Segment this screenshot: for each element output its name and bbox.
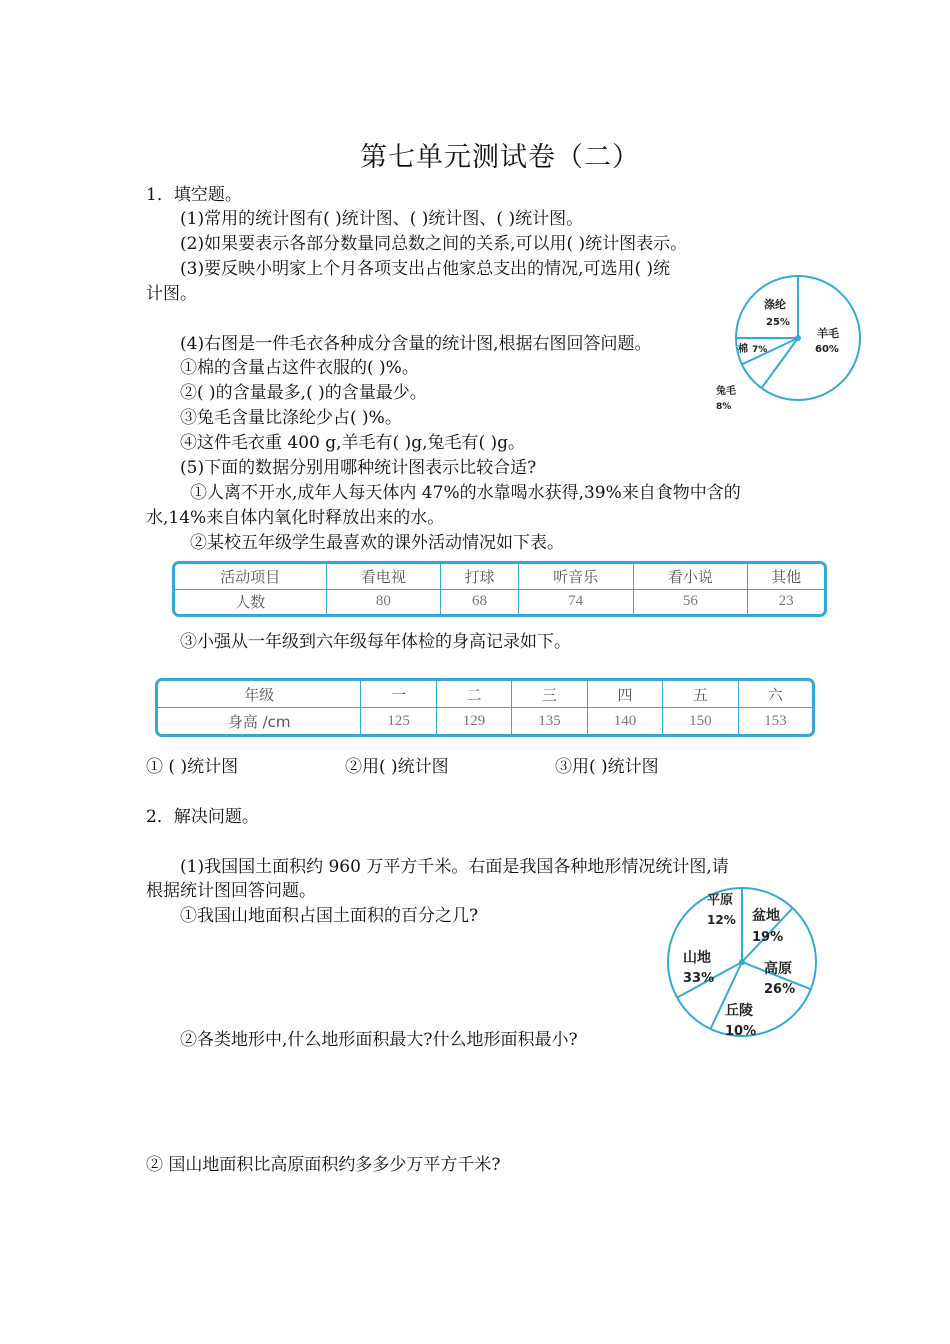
pie2-label-basin: 盆地 xyxy=(752,908,780,924)
pie2-pct-basin: 19% xyxy=(752,930,784,945)
pie1-label-wool: 羊毛 xyxy=(817,327,839,340)
table-cell: 140 xyxy=(587,708,662,735)
table-cell: 看小说 xyxy=(633,564,748,589)
pie2-label-plain: 平原 xyxy=(707,893,734,908)
page-title: 第七单元测试卷（二） xyxy=(360,142,640,173)
pie2-label-hill: 丘陵 xyxy=(725,1003,753,1019)
q1-p5-1a: ①人离不开水,成年人每天体内 47%的水靠喝水获得,39%来自食物中含的 xyxy=(190,483,741,503)
pie1-pct-wool: 60% xyxy=(815,344,839,355)
pie2-center xyxy=(739,959,745,965)
pie2-label-mountain: 山地 xyxy=(683,950,711,966)
table-cell: 身高 /cm xyxy=(158,708,361,735)
table-cell: 其他 xyxy=(748,564,824,589)
pie2-pct-plain: 12% xyxy=(707,913,736,927)
q2-p1a: (1)我国国土面积约 960 万平方千米。右面是我国各种地形情况统计图,请 xyxy=(180,857,729,877)
q1-p3b: 计图。 xyxy=(146,284,197,304)
table-cell: 三 xyxy=(512,681,587,708)
table-cell: 看电视 xyxy=(326,564,441,589)
table-cell: 56 xyxy=(633,589,748,614)
pie2-pct-mountain: 33% xyxy=(683,971,715,986)
table-cell: 六 xyxy=(738,681,812,708)
pie2-label-plateau: 高原 xyxy=(764,961,792,977)
table-cell: 23 xyxy=(748,589,824,614)
q2-p1b: 根据统计图回答问题。 xyxy=(146,881,316,901)
table-cell: 153 xyxy=(738,708,812,735)
table-row xyxy=(158,708,812,735)
table-cell: 135 xyxy=(512,708,587,735)
table-cell: 四 xyxy=(587,681,662,708)
table-cell: 活动项目 xyxy=(175,564,326,589)
q2-p1-2: ②各类地形中,什么地形面积最大?什么地形面积最小? xyxy=(180,1030,578,1050)
q1-p3a: (3)要反映小明家上个月各项支出占他家总支出的情况,可选用( )统 xyxy=(180,259,671,279)
pie1-label-polyester: 涤纶 xyxy=(764,298,786,311)
table-cell: 129 xyxy=(436,708,511,735)
table-row xyxy=(158,681,812,708)
table-cell: 一 xyxy=(361,681,436,708)
pie1-pct-cotton: 7% xyxy=(752,345,768,355)
pie1-pct-polyester: 25% xyxy=(766,317,790,328)
q1-p5: (5)下面的数据分别用哪种统计图表示比较合适? xyxy=(180,458,537,478)
sweater-pie-slices xyxy=(736,276,860,400)
terrain-pie-chart xyxy=(660,880,830,1040)
q1-answer-2: ②用( )统计图 xyxy=(345,757,449,777)
table-cell: 人数 xyxy=(175,589,326,614)
table-cell: 74 xyxy=(518,589,633,614)
pie1-label-rabbit: 兔毛 xyxy=(716,386,736,397)
q1-p2: (2)如果要表示各部分数量同总数之间的关系,可以用( )统计图表示。 xyxy=(180,234,688,254)
table-cell: 五 xyxy=(663,681,738,708)
q1-p5-3: ③小强从一年级到六年级每年体检的身高记录如下。 xyxy=(180,632,571,652)
q2-heading: 2．解决问题。 xyxy=(146,807,259,827)
table-cell: 听音乐 xyxy=(518,564,633,589)
q1-answer-3: ③用( )统计图 xyxy=(555,757,659,777)
q2-p1-3: ② 国山地面积比高原面积约多多少万平方千米? xyxy=(146,1155,501,1175)
q1-heading: 1．填空题。 xyxy=(146,185,242,205)
q1-p4-2: ②( )的含量最多,( )的含量最少。 xyxy=(180,383,427,403)
q1-p4-3: ③兔毛含量比涤纶少占( )%。 xyxy=(180,408,402,428)
q1-p4-4: ④这件毛衣重 400 g,羊毛有( )g,兔毛有( )g。 xyxy=(180,433,526,453)
pie1-center xyxy=(795,335,801,341)
pie2-pct-plateau: 26% xyxy=(764,982,796,997)
activity-table xyxy=(172,561,827,617)
table-cell: 125 xyxy=(361,708,436,735)
table-cell: 打球 xyxy=(441,564,518,589)
sweater-pie-chart xyxy=(700,270,870,420)
pie1-pct-rabbit: 8% xyxy=(716,402,732,412)
table-cell: 150 xyxy=(663,708,738,735)
q2-p1-1: ①我国山地面积占国土面积的百分之几? xyxy=(180,906,479,926)
q1-p4-1: ①棉的含量占这件衣服的( )%。 xyxy=(180,358,419,378)
q1-answer-1: ① ( )统计图 xyxy=(146,757,239,777)
table-cell: 年级 xyxy=(158,681,361,708)
q1-p4: (4)右图是一件毛衣各种成分含量的统计图,根据右图回答问题。 xyxy=(180,334,652,354)
table-cell: 二 xyxy=(436,681,511,708)
table-row xyxy=(175,589,824,614)
q1-p1: (1)常用的统计图有( )统计图、( )统计图、( )统计图。 xyxy=(180,209,584,229)
q1-p5-2: ②某校五年级学生最喜欢的课外活动情况如下表。 xyxy=(190,533,564,553)
height-table xyxy=(155,678,815,737)
pie1-label-cotton: 棉 xyxy=(738,344,748,355)
table-row xyxy=(175,564,824,589)
q1-p5-1b: 水,14%来自体内氧化时释放出来的水。 xyxy=(146,508,445,528)
table-cell: 80 xyxy=(326,589,441,614)
table-cell: 68 xyxy=(441,589,518,614)
pie2-pct-hill: 10% xyxy=(725,1024,757,1039)
